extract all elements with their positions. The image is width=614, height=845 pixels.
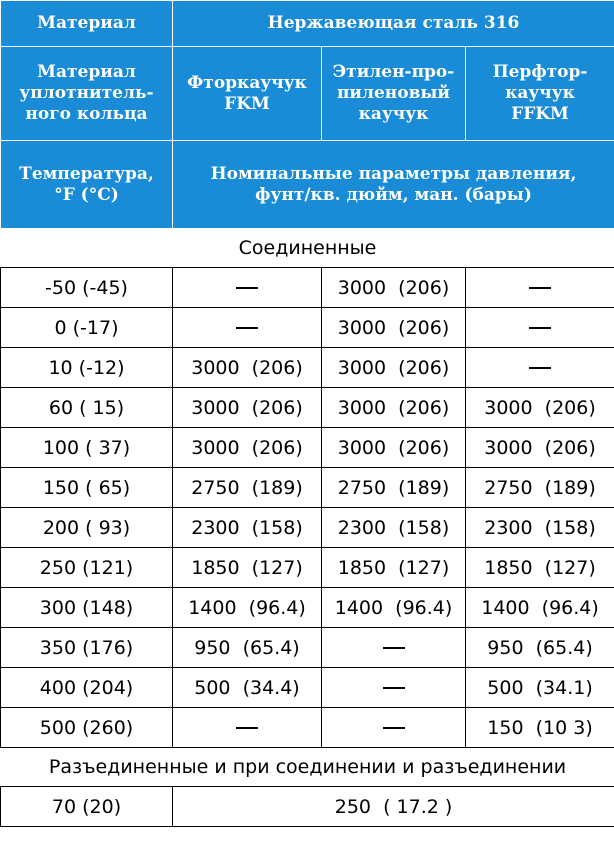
temp-cell: 10 (-12) — [1, 348, 173, 388]
epdm-cell: 3000 (206) — [322, 308, 466, 348]
ffkm-cell: 2300 (158) — [466, 508, 614, 548]
fkm-cell: 2300 (158) — [173, 508, 322, 548]
seal-option-fkm: Фторкаучук FKM — [173, 47, 322, 141]
ffkm-cell — [466, 268, 614, 308]
dash-mark — [529, 367, 551, 369]
table-row — [1, 348, 614, 388]
temp-cell: 100 ( 37) — [1, 428, 173, 468]
epdm-cell — [322, 628, 466, 668]
temperature-label: Температура, °F (°C) — [1, 141, 173, 229]
dash-mark — [236, 287, 258, 289]
epdm-cell: 2300 (158) — [322, 508, 466, 548]
table-row — [1, 548, 614, 588]
dash-mark — [383, 687, 405, 689]
header-row-seal — [1, 47, 614, 141]
temp-cell: 500 (260) — [1, 708, 173, 748]
table-row — [1, 668, 614, 708]
temp-cell: 400 (204) — [1, 668, 173, 708]
epdm-cell: 3000 (206) — [322, 388, 466, 428]
fkm-cell: 950 (65.4) — [173, 628, 322, 668]
fkm-cell: 1850 (127) — [173, 548, 322, 588]
ffkm-cell: 1850 (127) — [466, 548, 614, 588]
table-row — [1, 388, 614, 428]
section-connected-row — [1, 229, 614, 268]
section-disconnected-title: Разъединенные и при соединении и разъединении — [1, 748, 614, 787]
epdm-cell: 1400 (96.4) — [322, 588, 466, 628]
temp-cell: 150 ( 65) — [1, 468, 173, 508]
ffkm-cell — [466, 308, 614, 348]
temp-cell: 200 ( 93) — [1, 508, 173, 548]
temp-cell: 300 (148) — [1, 588, 173, 628]
temp-cell: 60 ( 15) — [1, 388, 173, 428]
fkm-cell: 500 (34.4) — [173, 668, 322, 708]
fkm-cell: 3000 (206) — [173, 388, 322, 428]
ffkm-cell: 500 (34.1) — [466, 668, 614, 708]
epdm-cell: 3000 (206) — [322, 348, 466, 388]
disconnected-temp-cell: 70 (20) — [1, 787, 173, 827]
dash-mark — [383, 727, 405, 729]
seal-option-ffkm: Перфтор- каучук FFKM — [466, 47, 614, 141]
pressure-label: Номинальные параметры давления, фунт/кв. дюйм, ман. (бары) — [173, 141, 614, 229]
table-row — [1, 588, 614, 628]
dash-mark — [236, 327, 258, 329]
ffkm-cell — [466, 348, 614, 388]
table-body — [1, 1, 614, 827]
epdm-cell: 3000 (206) — [322, 268, 466, 308]
section-connected-title: Соединенные — [1, 229, 614, 268]
dash-mark — [236, 727, 258, 729]
table-row — [1, 468, 614, 508]
temp-cell: 350 (176) — [1, 628, 173, 668]
temp-cell: -50 (-45) — [1, 268, 173, 308]
epdm-cell: 2750 (189) — [322, 468, 466, 508]
header-row-temperature — [1, 141, 614, 229]
disconnected-row — [1, 787, 614, 827]
dash-mark — [529, 327, 551, 329]
dash-mark — [529, 287, 551, 289]
fkm-cell: 2750 (189) — [173, 468, 322, 508]
material-label: Материал — [1, 1, 173, 47]
epdm-cell — [322, 668, 466, 708]
fkm-cell — [173, 308, 322, 348]
ffkm-cell: 2750 (189) — [466, 468, 614, 508]
table-row — [1, 708, 614, 748]
table-row — [1, 628, 614, 668]
temp-cell: 0 (-17) — [1, 308, 173, 348]
header-row-material — [1, 1, 614, 47]
table-row — [1, 268, 614, 308]
ffkm-cell: 950 (65.4) — [466, 628, 614, 668]
section-disconnected-row — [1, 748, 614, 787]
fkm-cell — [173, 708, 322, 748]
fkm-cell — [173, 268, 322, 308]
epdm-cell — [322, 708, 466, 748]
temp-cell: 250 (121) — [1, 548, 173, 588]
material-value: Нержавеющая сталь 316 — [173, 1, 614, 47]
epdm-cell: 3000 (206) — [322, 428, 466, 468]
table-row — [1, 308, 614, 348]
fkm-cell: 3000 (206) — [173, 348, 322, 388]
fkm-cell: 3000 (206) — [173, 428, 322, 468]
seal-option-epdm: Этилен-про- пиленовый каучук — [322, 47, 466, 141]
ffkm-cell: 1400 (96.4) — [466, 588, 614, 628]
seal-label: Материал уплотнитель- ного кольца — [1, 47, 173, 141]
table-row — [1, 428, 614, 468]
table-row — [1, 508, 614, 548]
epdm-cell: 1850 (127) — [322, 548, 466, 588]
ffkm-cell: 150 (10 3) — [466, 708, 614, 748]
disconnected-value-cell: 250 ( 17.2 ) — [173, 787, 614, 827]
ffkm-cell: 3000 (206) — [466, 388, 614, 428]
dash-mark — [383, 647, 405, 649]
fkm-cell: 1400 (96.4) — [173, 588, 322, 628]
ffkm-cell: 3000 (206) — [466, 428, 614, 468]
